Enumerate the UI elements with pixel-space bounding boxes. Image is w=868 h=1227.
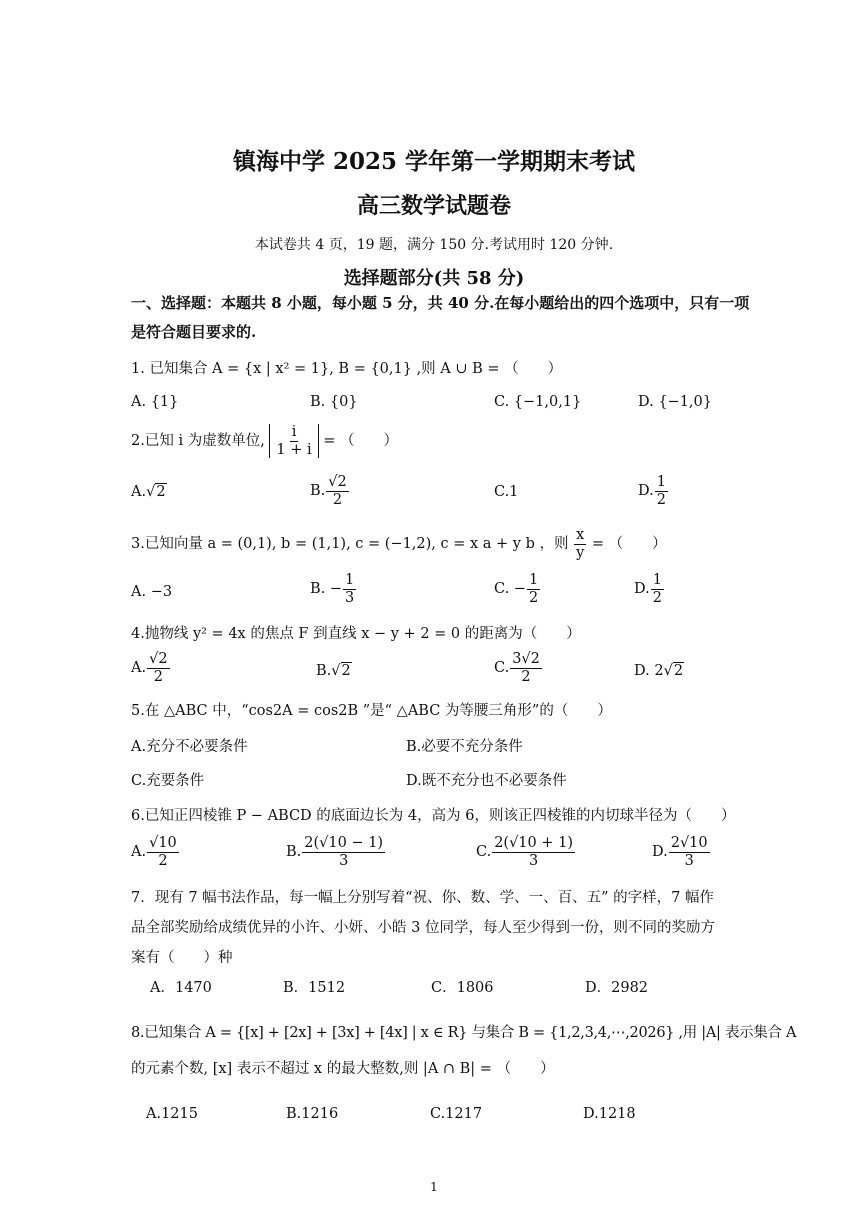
- q1-option-a: A. {1}: [131, 394, 179, 410]
- q5-option-d: D.既不充分也不必要条件: [406, 773, 567, 789]
- q4-stem: 4.抛物线 y² = 4x 的焦点 F 到直线 x − y + 2 = 0 的距离为（ ）: [131, 626, 581, 642]
- exam-title: 镇海中学 2025 学年第一学期期末考试: [232, 148, 636, 175]
- q2-option-c: C.1: [494, 484, 519, 500]
- q6-option-c: C. $\frac{2(√10 + 1)}{3}$: [476, 835, 574, 869]
- q8-option-a: A.1215: [146, 1106, 198, 1122]
- q7-line-3: 案有（ ）种: [131, 950, 233, 966]
- q6-option-d: D. $\frac{2√10}{3}$: [652, 835, 708, 869]
- q2-stem: [131, 424, 398, 458]
- q7-option-b: B．1512: [283, 980, 346, 996]
- q1-option-c: C. {−1,0,1}: [494, 394, 582, 410]
- q6-option-b: B. $\frac{2(√10 - 1)}{3}$: [286, 835, 384, 869]
- exam-info: 本试卷共 4 页，19 题，满分 150 分.考试用时 120 分钟.: [254, 237, 614, 253]
- q3-option-d: D. $\frac{1}{2}$: [634, 572, 662, 606]
- q1-option-d: D. {−1,0}: [638, 394, 712, 410]
- section-heading: 选择题部分(共 58 分): [343, 268, 525, 289]
- q7-option-a: A．1470: [150, 980, 212, 996]
- q8-option-d: D.1218: [583, 1106, 636, 1122]
- q8-option-b: B.1216: [286, 1106, 339, 1122]
- q4-option-d: D. 2√2: [634, 663, 684, 679]
- q6-option-a: A. $\frac{√10}{2}$: [131, 835, 177, 869]
- q2-frac-numerator: i: [291, 424, 297, 440]
- q2-option-b: B. $\frac{√2}{2}$: [310, 474, 347, 508]
- q8-line-2: 的元素个数, [x] 表示不超过 x 的最大整数,则 |A ∩ B| = （ ）: [131, 1061, 555, 1077]
- q5-option-a: A.充分不必要条件: [131, 739, 248, 755]
- q1-stem: 1. 已知集合 A = {x | x² = 1}, B = {0,1} ,则 A ∪ B = （ ）: [131, 361, 563, 377]
- page-number: 1: [430, 1180, 438, 1194]
- q5-stem: 5.在 △ABC 中，“cos2A = cos2B ”是“ △ABC 为等腰三角形”的（ ）: [131, 703, 612, 719]
- q4-option-c: C. $\frac{3√2}{2}$: [494, 651, 540, 685]
- q3-option-c: C. − $\frac{1}{2}$: [494, 572, 539, 606]
- q7-line-2: 品全部奖励给成绩优异的小许、小妍、小皓 3 位同学，每人至少得到一份，则不同的奖励方: [131, 920, 715, 936]
- q5-option-b: B.必要不充分条件: [406, 739, 523, 755]
- q2-frac-denominator: 1 + i: [276, 441, 312, 458]
- exam-subtitle: 高三数学试题卷: [356, 193, 511, 219]
- q8-option-c: C.1217: [430, 1106, 483, 1122]
- q1-option-b: B. {0}: [310, 394, 358, 410]
- q4-option-b: B.√2: [316, 663, 351, 679]
- instructions-line-2: 是符合题目要求的.: [131, 323, 257, 341]
- q3-stem: 3.已知向量 a = (0,1), b = (1,1), c = (−1,2), c = x a + y b ，则 $\frac{x}{y}$ = （ ）: [131, 527, 667, 561]
- q7-option-d: D．2982: [585, 980, 649, 996]
- q3-option-b: B. − $\frac{1}{3}$: [310, 572, 355, 606]
- q3-option-a: A. −3: [131, 584, 173, 600]
- q2-option-a: A.√2: [131, 484, 166, 500]
- q6-stem: 6.已知正四棱锥 P − ABCD 的底面边长为 4，高为 6，则该正四棱锥的内切球半径为（ ）: [131, 808, 736, 824]
- q2-stem-post: = （ ）: [323, 433, 399, 450]
- q8-line-1: 8.已知集合 A = {[x] + [2x] + [3x] + [4x] | x ∈ R} 与集合 B = {1,2,3,4,⋯,2026} ,用 |A| 表示集合 A: [131, 1025, 797, 1041]
- instructions-line-1: 一、选择题：本题共 8 小题，每小题 5 分，共 40 分.在每小题给出的四个选项中，只有一项: [131, 294, 750, 312]
- q2-option-d: D. $\frac{1}{2}$: [638, 474, 666, 508]
- q7-line-1: 7．现有 7 幅书法作品，每一幅上分别写着“祝、你、数、学、一、百、五” 的字样，7 幅作: [131, 890, 714, 906]
- q4-option-a: A. $\frac{√2}{2}$: [131, 651, 168, 685]
- q2-stem-pre: 2.已知 i 为虚数单位,: [131, 433, 265, 450]
- q7-option-c: C．1806: [431, 980, 494, 996]
- q5-option-c: C.充要条件: [131, 773, 205, 789]
